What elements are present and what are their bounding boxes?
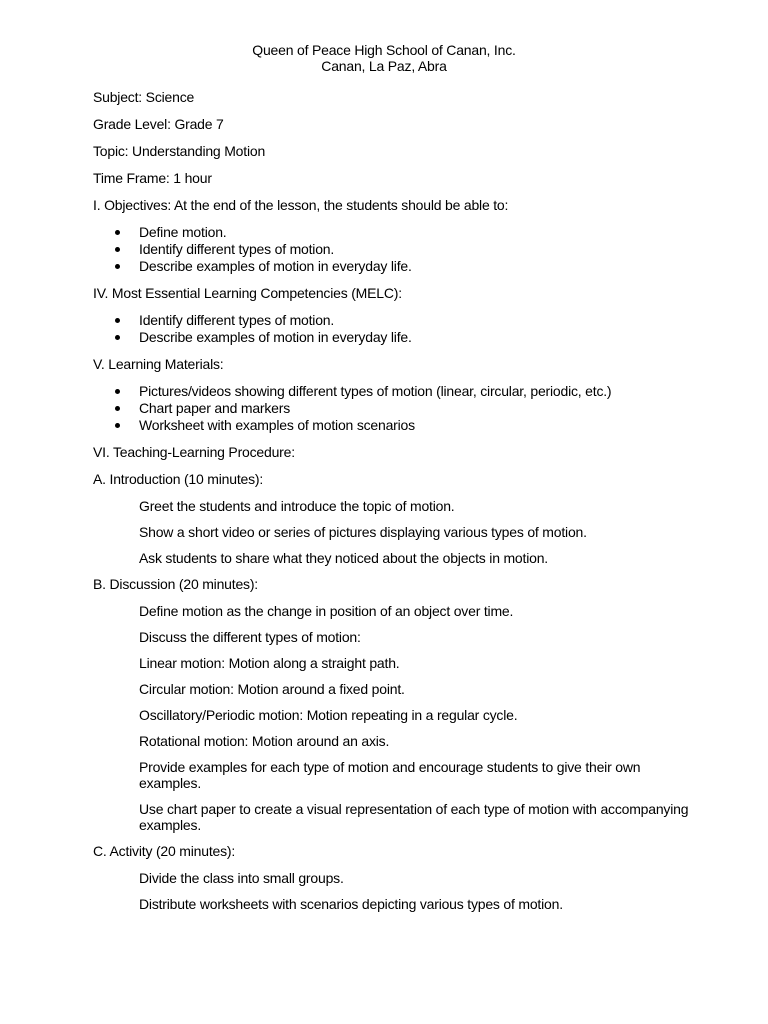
- introduction-step: Greet the students and introduce the topic of motion.: [139, 498, 455, 514]
- time-frame-line: Time Frame: 1 hour: [93, 170, 212, 186]
- objective-text: Define motion.: [139, 224, 227, 240]
- melc-text: Identify different types of motion.: [139, 312, 335, 328]
- introduction-step: Show a short video or series of pictures displaying various types of motion.: [139, 524, 587, 540]
- material-text: Pictures/videos showing different types of motion (linear, circular, periodic, etc.): [139, 383, 612, 399]
- discussion-step: Use chart paper to create a visual representation of each type of motion with accompanying examples.: [139, 801, 689, 833]
- objective-item: [93, 224, 693, 241]
- materials-heading: V. Learning Materials:: [93, 356, 224, 372]
- melc-list: [93, 312, 693, 346]
- objectives-heading: I. Objectives: At the end of the lesson, the students should be able to:: [93, 197, 509, 213]
- melc-item: [93, 312, 693, 329]
- bullet-icon: [115, 406, 120, 411]
- objective-text: Identify different types of motion.: [139, 241, 335, 257]
- melc-item: [93, 329, 693, 346]
- material-item: [93, 400, 693, 417]
- subject-line: Subject: Science: [93, 89, 195, 105]
- discussion-step: Linear motion: Motion along a straight path.: [139, 655, 400, 671]
- introduction-heading: A. Introduction (10 minutes):: [93, 471, 264, 487]
- melc-text: Describe examples of motion in everyday life.: [139, 329, 412, 345]
- procedure-heading: VI. Teaching-Learning Procedure:: [93, 444, 295, 460]
- discussion-heading: B. Discussion (20 minutes):: [93, 576, 258, 592]
- bullet-icon: [115, 389, 120, 394]
- discussion-step: Circular motion: Motion around a fixed point.: [139, 681, 405, 697]
- bullet-icon: [115, 423, 120, 428]
- discussion-step: Rotational motion: Motion around an axis.: [139, 733, 390, 749]
- bullet-icon: [115, 247, 120, 252]
- objective-item: [93, 241, 693, 258]
- discussion-step: Define motion as the change in position of an object over time.: [139, 603, 514, 619]
- material-item: [93, 417, 693, 434]
- discussion-step: Oscillatory/Periodic motion: Motion repeating in a regular cycle.: [139, 707, 518, 723]
- objective-text: Describe examples of motion in everyday life.: [139, 258, 412, 274]
- grade-level-line: Grade Level: Grade 7: [93, 116, 224, 132]
- material-text: Worksheet with examples of motion scenarios: [139, 417, 415, 433]
- school-header: [0, 42, 768, 74]
- discussion-step: Discuss the different types of motion:: [139, 629, 361, 645]
- bullet-icon: [115, 264, 120, 269]
- bullet-icon: [115, 230, 120, 235]
- objective-item: [93, 258, 693, 275]
- topic-line: Topic: Understanding Motion: [93, 143, 266, 159]
- introduction-step: Ask students to share what they noticed about the objects in motion.: [139, 550, 548, 566]
- lesson-plan-body: [93, 89, 693, 922]
- school-address: Canan, La Paz, Abra: [321, 58, 447, 74]
- bullet-icon: [115, 335, 120, 340]
- material-item: [93, 383, 693, 400]
- bullet-icon: [115, 318, 120, 323]
- activity-heading: C. Activity (20 minutes):: [93, 843, 236, 859]
- discussion-step: Provide examples for each type of motion and encourage students to give their own examples.: [139, 759, 641, 791]
- materials-list: [93, 383, 693, 434]
- activity-step: Distribute worksheets with scenarios depicting various types of motion.: [139, 896, 563, 912]
- objectives-list: [93, 224, 693, 275]
- material-text: Chart paper and markers: [139, 400, 291, 416]
- activity-step: Divide the class into small groups.: [139, 870, 344, 886]
- melc-heading: IV. Most Essential Learning Competencies (MELC):: [93, 285, 402, 301]
- school-name: Queen of Peace High School of Canan, Inc.: [252, 42, 516, 58]
